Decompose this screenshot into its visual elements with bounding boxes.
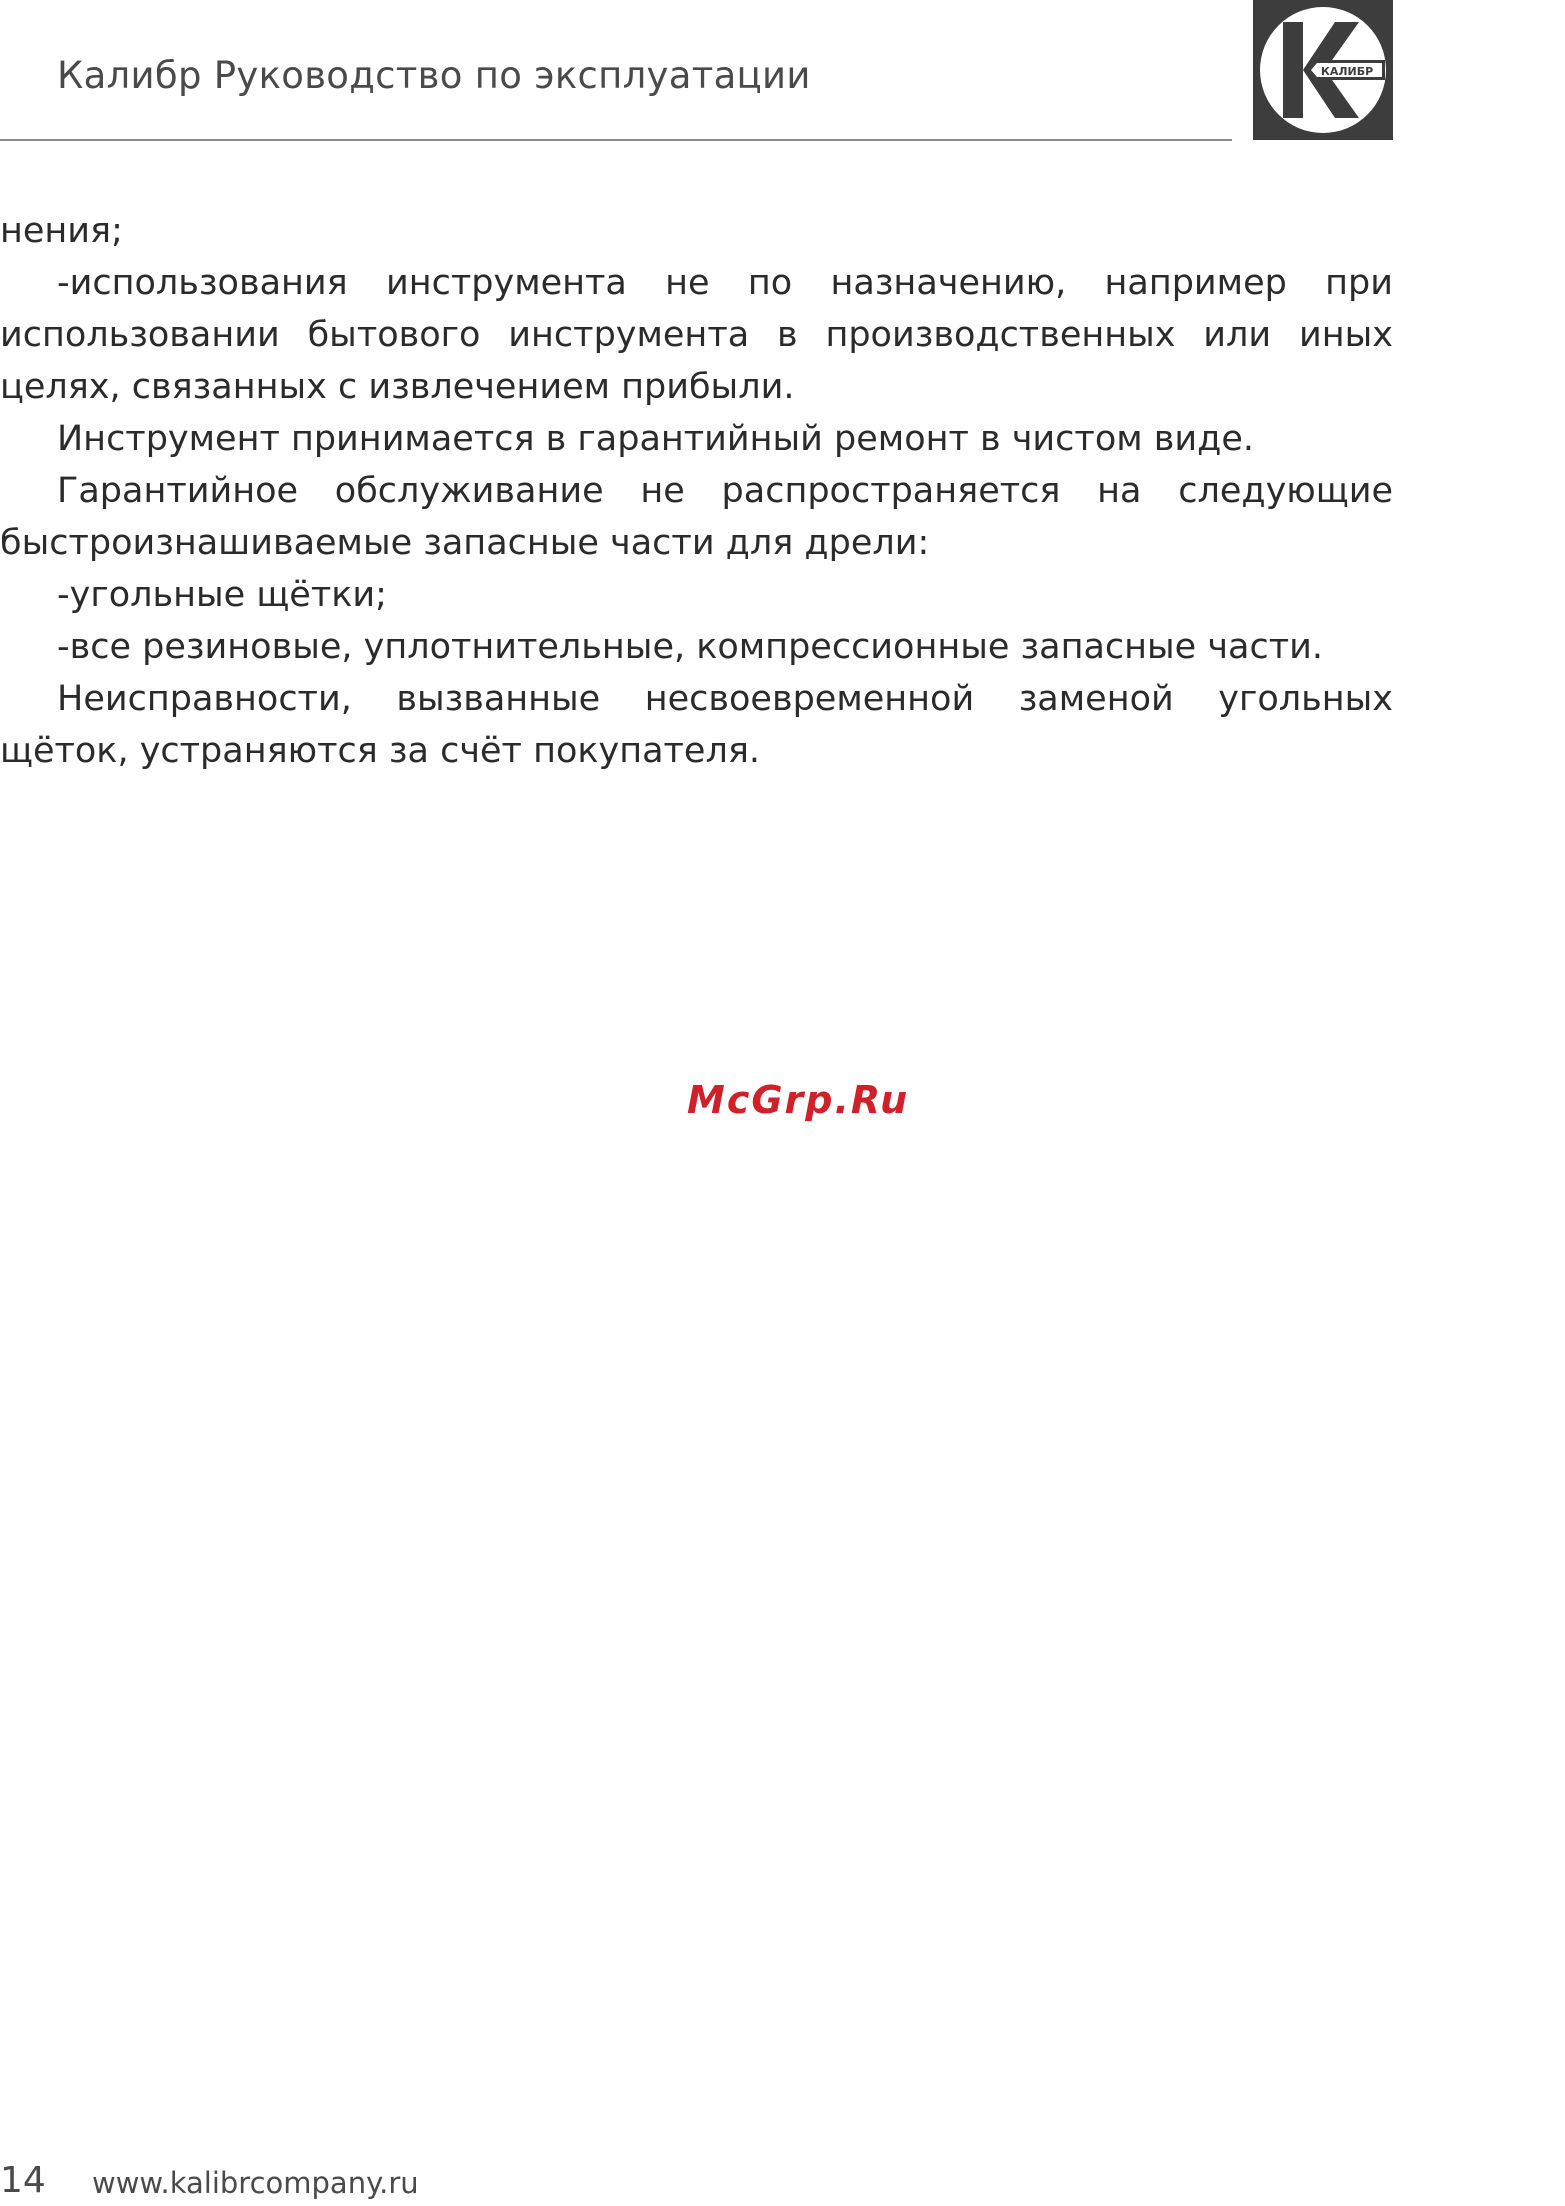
footer-website-link[interactable]: www.kalibrcompany.ru: [92, 2166, 419, 2200]
logo-text: КАЛИБР: [1320, 65, 1374, 78]
kalibr-logo: [1253, 0, 1393, 140]
warranty-text: [0, 205, 1393, 777]
paragraph-3: Инструмент принимается в гарантийный ремонт в чистом виде.: [57, 419, 1254, 459]
header-divider: [0, 139, 1232, 141]
paragraph-7: Неисправности, вызванные несвоевременной заменой угольных щёток, устраняются за счёт покупателя.: [0, 679, 1393, 771]
paragraph-5: -угольные щётки;: [57, 575, 387, 615]
paragraph-6: -все резиновые, уплотнительные, компрессионные запасные части.: [57, 627, 1323, 667]
kalibr-logo-icon: [1253, 0, 1393, 140]
page-header-title: Калибр Руководство по эксплуатации: [57, 54, 811, 97]
watermark: McGrp.Ru: [687, 1078, 910, 1122]
page-number: 14: [0, 2160, 46, 2201]
paragraph-1: нения;: [0, 211, 123, 251]
paragraph-2: -использования инструмента не по назначению, например при использовании бытового инструмента в производственных или иных целях, связанных с извлечением прибыли.: [0, 263, 1393, 407]
paragraph-4: Гарантийное обслуживание не распространяется на следующие быстроизнашиваемые запасные части для дрели:: [0, 471, 1393, 563]
